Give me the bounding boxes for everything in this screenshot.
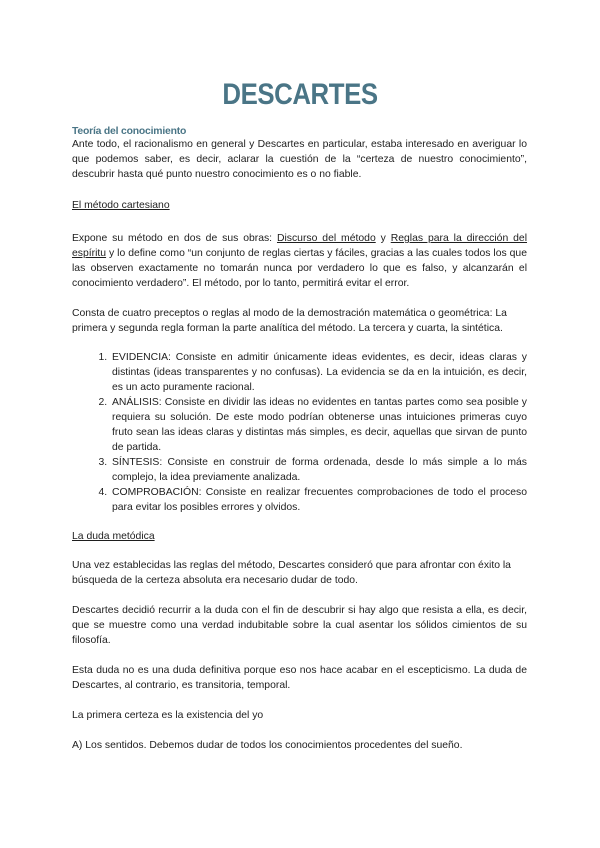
paragraph: Una vez establecidas las reglas del método, Descartes consideró que para afrontar con éxito la búsqueda de la certeza absoluta era necesario dudar de todo. (72, 560, 511, 586)
paragraph: Descartes decidió recurrir a la duda con el fin de descubrir si hay algo que resista a ella, es decir, que se muestre como una verdad indubitable sobre la cual asentar los sólidos cimientos de su filosofía. (72, 605, 527, 646)
paragraph: Consta de cuatro preceptos o reglas al modo de la demostración matemática o geométrica: La primera y segunda regla forman la parte analítica del método. La tercera y cuarta, la sintética. (72, 308, 507, 334)
section-heading-metodo: El método cartesiano (72, 200, 170, 211)
paragraph: A) Los sentidos. Debemos dudar de todos los conocimientos procedentes del sueño. (72, 740, 463, 751)
list-item: 2. ANÁLISIS: Consiste en dividir las ideas no evidentes en tantas partes como sea posible y requiera su solución. De este modo podrían obtenerse unas intuiciones primeras cuyo fruto sean las ideas claras y distintas más simples, es decir, aquellas que sirvan de punto de partida. (110, 395, 527, 455)
rules-list (72, 350, 527, 515)
section-heading-duda: La duda metódica (72, 531, 155, 542)
paragraph: Expone su método en dos de sus obras: Discurso del método y Reglas para la dirección del espíritu y lo define como “un conjunto de reglas ciertas y fáciles, gracias a las cuales todos los que las observen exactamente no tomarán nunca por verdadero lo que es falso, y alcanzarán el conocimiento verdadero”. El método, por lo tanto, permitirá evitar el error. (72, 233, 528, 289)
work-title-reglas: Reglas para la dirección del espíritu (72, 233, 528, 259)
document-body (72, 126, 527, 753)
list-item: 1. EVIDENCIA: Consiste en admitir únicamente ideas evidentes, es decir, ideas claras y distintas (ideas transparentes y no confusas). La evidencia se da en la intuición, es decir, es un acto puramente racional. (110, 350, 527, 395)
list-item: 3. SÍNTESIS: Consiste en construir de forma ordenada, desde lo más simple a lo más complejo, la idea previamente analizada. (110, 455, 527, 485)
list-item: 4. COMPROBACIÓN: Consiste en realizar frecuentes comprobaciones de todo el proceso para evitar los posibles errores y olvidos. (110, 485, 527, 515)
paragraph: La primera certeza es la existencia del yo (72, 710, 264, 721)
section-heading-teoria: Teoría del conocimiento (72, 126, 187, 137)
paragraph: Esta duda no es una duda definitiva porque eso nos hace acabar en el escepticismo. La duda de Descartes, al contrario, es transitoria, temporal. (72, 665, 527, 691)
page-title: DESCARTES (222, 78, 378, 111)
work-title-discurso: Discurso del método (276, 233, 376, 244)
paragraph: Ante todo, el racionalismo en general y Descartes en particular, estaba interesado en averiguar lo que podemos saber, es decir, aclarar la cuestión de la “certeza de nuestro conocimiento”, descubrir hasta qué punto nuestro conocimiento es o no fiable. (72, 139, 527, 180)
